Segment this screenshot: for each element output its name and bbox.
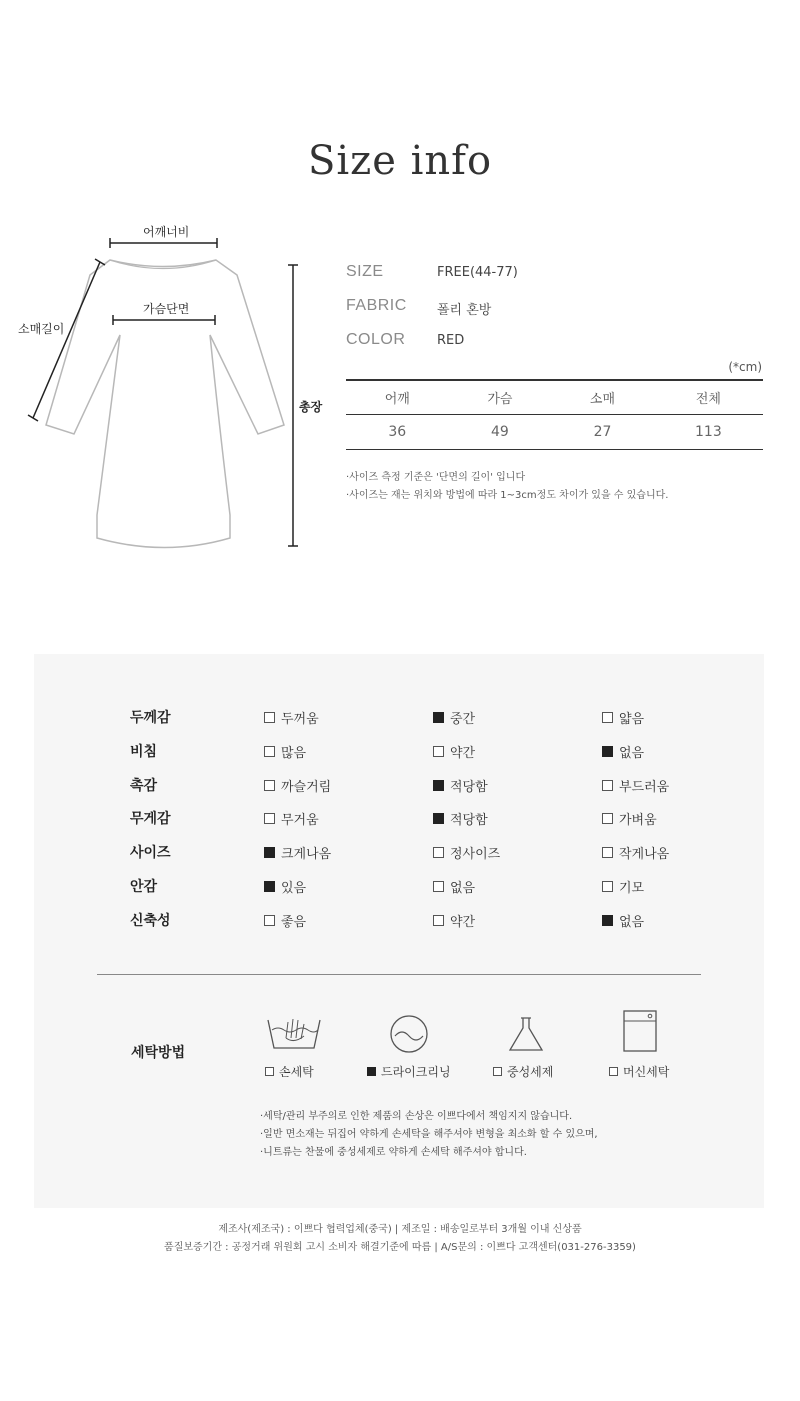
option-label: 얇음 bbox=[619, 712, 645, 727]
attribute-row-texture bbox=[130, 775, 730, 795]
option-label: 없음 bbox=[619, 746, 645, 761]
footer-manufacturer: 제조사(제조국) : 이쁘다 협력업체(중국) | 제조일 : 배송일로부터 3개월 이내 신상품 bbox=[218, 1224, 582, 1235]
option-label: 기모 bbox=[619, 881, 645, 896]
checkbox-icon bbox=[602, 813, 613, 824]
option-checkbox bbox=[433, 877, 475, 896]
option-label: 드라이크리닝 bbox=[381, 1065, 451, 1079]
washing-machine-icon bbox=[622, 1009, 658, 1053]
hand-wash-icon bbox=[266, 1014, 322, 1054]
option-label: 있음 bbox=[281, 881, 307, 896]
attribute-name: 신축성 bbox=[130, 913, 171, 929]
table-row bbox=[346, 414, 763, 449]
option-checkbox bbox=[433, 809, 488, 828]
footer-warranty: 품질보증기간 : 공정거래 위원회 고시 소비자 해결기준에 따름 | A/S문의 : 이쁘다 고객센터(031-276-3359) bbox=[164, 1242, 636, 1253]
checkbox-icon bbox=[602, 712, 613, 723]
sleeve-label: 소매길이 bbox=[18, 322, 65, 336]
table-cell: 27 bbox=[551, 414, 654, 449]
measurement-note: ·사이즈는 재는 위치와 방법에 따라 1~3cm정도 차이가 있을 수 있습니다. bbox=[346, 490, 669, 501]
attribute-row-thickness bbox=[130, 707, 730, 727]
section-divider bbox=[97, 974, 701, 975]
checkbox-checked-icon bbox=[367, 1067, 376, 1076]
checkbox-icon bbox=[433, 746, 444, 757]
option-checkbox bbox=[433, 708, 475, 727]
attribute-name: 안감 bbox=[130, 879, 158, 895]
attribute-name: 촉감 bbox=[130, 778, 158, 794]
unit-label: (*cm) bbox=[728, 360, 762, 374]
option-checkbox bbox=[602, 911, 644, 930]
checkbox-checked-icon bbox=[433, 780, 444, 791]
wash-option-dry-clean bbox=[367, 1063, 451, 1080]
option-label: 약간 bbox=[450, 746, 476, 761]
attribute-name: 무게감 bbox=[130, 811, 171, 827]
checkbox-icon bbox=[265, 1067, 274, 1076]
checkbox-icon bbox=[602, 780, 613, 791]
care-note: ·일반 면소재는 뒤집어 약하게 손세탁을 해주셔야 변형을 최소화 할 수 있으며, bbox=[260, 1129, 598, 1140]
table-cell: 49 bbox=[449, 414, 552, 449]
wash-option-neutral-detergent bbox=[493, 1063, 553, 1080]
checkbox-icon bbox=[264, 780, 275, 791]
checkbox-icon bbox=[264, 746, 275, 757]
attribute-name: 비침 bbox=[130, 744, 158, 760]
shoulder-label: 어깨너비 bbox=[143, 225, 190, 239]
checkbox-checked-icon bbox=[264, 881, 275, 892]
care-note: ·니트류는 찬물에 중성세제로 약하게 손세탁 해주셔야 합니다. bbox=[260, 1147, 527, 1158]
option-checkbox bbox=[602, 708, 644, 727]
length-label: 총장 bbox=[299, 400, 323, 414]
attribute-row-weight bbox=[130, 808, 730, 828]
spec-key: FABRIC bbox=[346, 297, 407, 314]
option-checkbox bbox=[433, 742, 475, 761]
option-label: 좋음 bbox=[281, 915, 307, 930]
checkbox-checked-icon bbox=[602, 746, 613, 757]
option-label: 정사이즈 bbox=[450, 847, 501, 862]
option-label: 중성세제 bbox=[507, 1065, 554, 1079]
option-label: 무거움 bbox=[281, 813, 319, 828]
option-checkbox bbox=[602, 809, 657, 828]
table-header-row bbox=[346, 380, 763, 414]
option-label: 머신세탁 bbox=[623, 1065, 670, 1079]
spec-value: 폴리 혼방 bbox=[437, 303, 492, 318]
checkbox-checked-icon bbox=[433, 813, 444, 824]
option-checkbox bbox=[602, 742, 644, 761]
checkbox-icon bbox=[433, 847, 444, 858]
checkbox-checked-icon bbox=[433, 712, 444, 723]
care-note: ·세탁/관리 부주의로 인한 제품의 손상은 이쁘다에서 책임지지 않습니다. bbox=[260, 1111, 573, 1122]
checkbox-icon bbox=[609, 1067, 618, 1076]
checkbox-icon bbox=[493, 1067, 502, 1076]
dry-clean-icon bbox=[389, 1014, 429, 1054]
option-checkbox bbox=[433, 776, 488, 795]
option-checkbox bbox=[602, 877, 644, 896]
option-checkbox bbox=[264, 911, 306, 930]
option-label: 두꺼움 bbox=[281, 712, 319, 727]
option-label: 손세탁 bbox=[279, 1065, 314, 1079]
attribute-row-size bbox=[130, 842, 730, 862]
option-checkbox bbox=[602, 776, 669, 795]
spec-value: FREE(44-77) bbox=[437, 265, 518, 280]
washing-title: 세탁방법 bbox=[131, 1045, 186, 1061]
option-label: 크게나옴 bbox=[281, 847, 332, 862]
table-cell: 36 bbox=[346, 414, 449, 449]
option-checkbox bbox=[602, 843, 669, 862]
wash-option-hand bbox=[265, 1063, 314, 1080]
option-label: 많음 bbox=[281, 746, 307, 761]
checkbox-icon bbox=[433, 881, 444, 892]
option-checkbox bbox=[264, 776, 331, 795]
option-label: 없음 bbox=[619, 915, 645, 930]
table-cell: 113 bbox=[654, 414, 763, 449]
option-checkbox bbox=[264, 708, 319, 727]
option-checkbox bbox=[264, 809, 319, 828]
attribute-row-sheerness bbox=[130, 741, 730, 761]
option-checkbox bbox=[433, 911, 475, 930]
option-label: 약간 bbox=[450, 915, 476, 930]
spec-value: RED bbox=[437, 333, 465, 348]
table-header: 어깨 bbox=[346, 380, 449, 414]
checkbox-icon bbox=[602, 847, 613, 858]
size-table bbox=[346, 379, 763, 450]
attribute-row-stretch bbox=[130, 910, 730, 930]
spec-key: SIZE bbox=[346, 263, 384, 280]
table-header: 소매 bbox=[551, 380, 654, 414]
table-header: 전체 bbox=[654, 380, 763, 414]
option-checkbox bbox=[264, 877, 306, 896]
attribute-row-lining bbox=[130, 876, 730, 896]
option-checkbox bbox=[433, 843, 500, 862]
wash-option-machine bbox=[609, 1063, 669, 1080]
measurement-note: ·사이즈 측정 기준은 '단면의 길이' 입니다 bbox=[346, 472, 526, 483]
fabric-features-panel bbox=[34, 654, 764, 1208]
dress-outline bbox=[0, 215, 340, 565]
option-checkbox bbox=[264, 843, 331, 862]
checkbox-icon bbox=[264, 712, 275, 723]
checkbox-icon bbox=[264, 813, 275, 824]
table-header: 가슴 bbox=[449, 380, 552, 414]
option-checkbox bbox=[264, 742, 306, 761]
neutral-detergent-icon bbox=[506, 1014, 546, 1054]
checkbox-icon bbox=[264, 915, 275, 926]
checkbox-icon bbox=[602, 881, 613, 892]
option-label: 부드러움 bbox=[619, 780, 670, 795]
option-label: 작게나옴 bbox=[619, 847, 670, 862]
chest-label: 가슴단면 bbox=[143, 302, 190, 316]
checkbox-checked-icon bbox=[602, 915, 613, 926]
spec-key: COLOR bbox=[346, 331, 406, 348]
attribute-name: 두께감 bbox=[130, 710, 171, 726]
option-label: 적당함 bbox=[450, 780, 488, 795]
checkbox-checked-icon bbox=[264, 847, 275, 858]
page-title: Size info bbox=[307, 138, 493, 184]
option-label: 적당함 bbox=[450, 813, 488, 828]
option-label: 까슬거림 bbox=[281, 780, 332, 795]
option-label: 중간 bbox=[450, 712, 476, 727]
option-label: 가벼움 bbox=[619, 813, 657, 828]
garment-diagram bbox=[0, 215, 340, 565]
attribute-name: 사이즈 bbox=[130, 845, 171, 861]
checkbox-icon bbox=[433, 915, 444, 926]
option-label: 없음 bbox=[450, 881, 476, 896]
